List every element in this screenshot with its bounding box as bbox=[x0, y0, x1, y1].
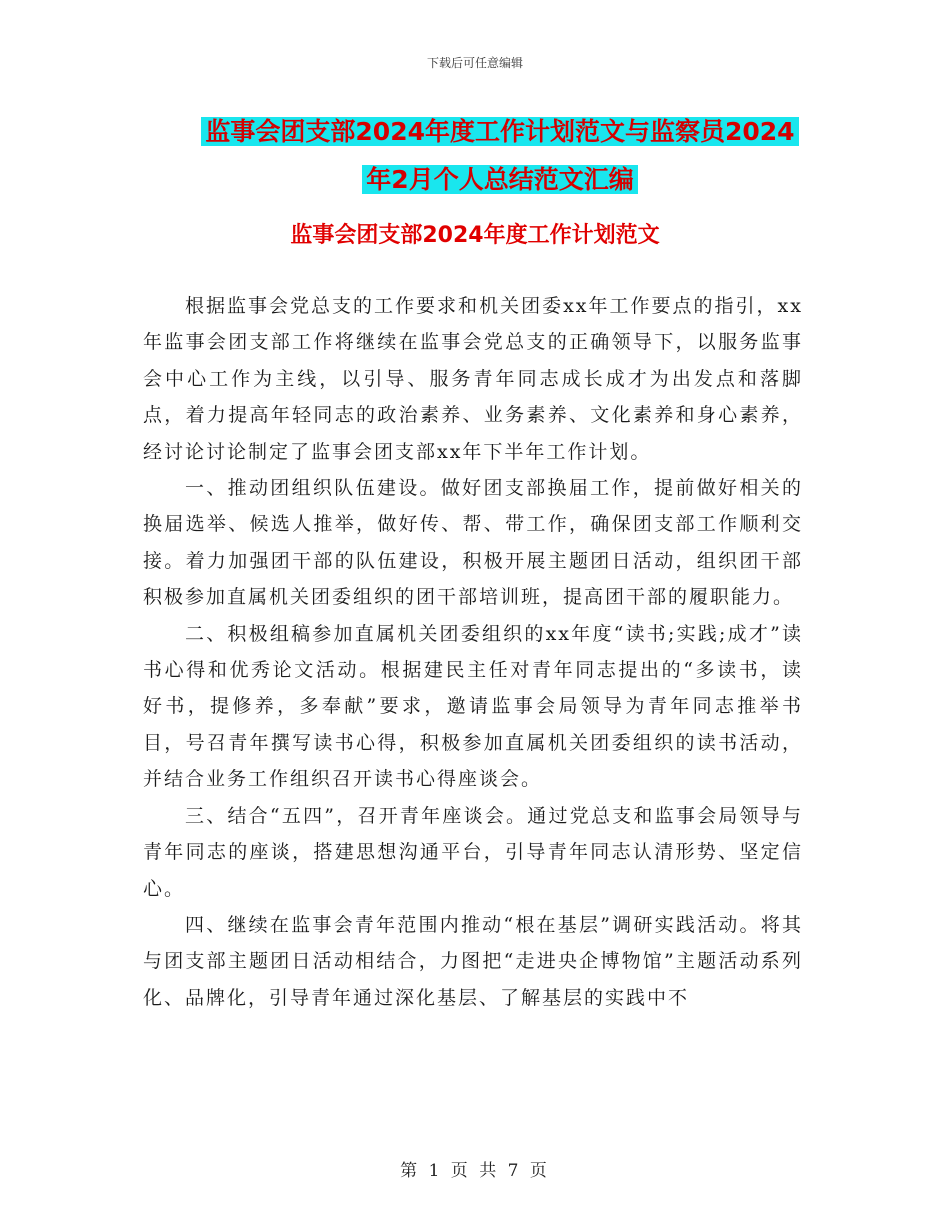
document-body bbox=[143, 288, 803, 1016]
document-title-line-1: 监事会团支部2024年度工作计划范文与监察员2024 bbox=[201, 117, 798, 146]
paragraph: 四、继续在监事会青年范围内推动“根在基层”调研实践活动。将其与团支部主题团日活动相结合，力图把“走进央企博物馆”主题活动系列化、品牌化，引导青年通过深化基层、了解基层的实践中不 bbox=[143, 913, 803, 1009]
header-note: 下载后可任意编辑 bbox=[426, 56, 523, 70]
document-title bbox=[150, 108, 850, 204]
paragraph: 二、积极组稿参加直属机关团委组织的xx年度“读书;实践;成才”读书心得和优秀论文活动。根据建民主任对青年同志提出的“多读书，读好书，提修养，多奉献”要求，邀请监事会局领导为青年同志推举书目，号召青年撰写读书心得，积极参加直属机关团委组织的读书活动，并结合业务工作组织召开读书心得座谈会。 bbox=[143, 622, 803, 791]
section-title: 监事会团支部2024年度工作计划范文 bbox=[290, 223, 660, 248]
paragraph: 三、结合“五四”，召开青年座谈会。通过党总支和监事会局领导与青年同志的座谈，搭建思想沟通平台，引导青年同志认清形势、坚定信心。 bbox=[143, 804, 803, 900]
page-number: 第 1 页 共 7 页 bbox=[400, 1161, 550, 1181]
paragraph: 根据监事会党总支的工作要求和机关团委xx年工作要点的指引，xx年监事会团支部工作将继续在监事会党总支的正确领导下，以服务监事会中心工作为主线，以引导、服务青年同志成长成才为出发点和落脚点，着力提高年轻同志的政治素养、业务素养、文化素养和身心素养，经讨论讨论制定了监事会团支部xx年下半年工作计划。 bbox=[143, 295, 803, 463]
paragraph: 一、推动团组织队伍建设。做好团支部换届工作，提前做好相关的换届选举、候选人推举，做好传、帮、带工作，确保团支部工作顺利交接。着力加强团干部的队伍建设，积极开展主题团日活动，组织团干部积极参加直属机关团委组织的团干部培训班，提高团干部的履职能力。 bbox=[143, 477, 803, 609]
document-title-line-2: 年2月个人总结范文汇编 bbox=[362, 165, 637, 194]
